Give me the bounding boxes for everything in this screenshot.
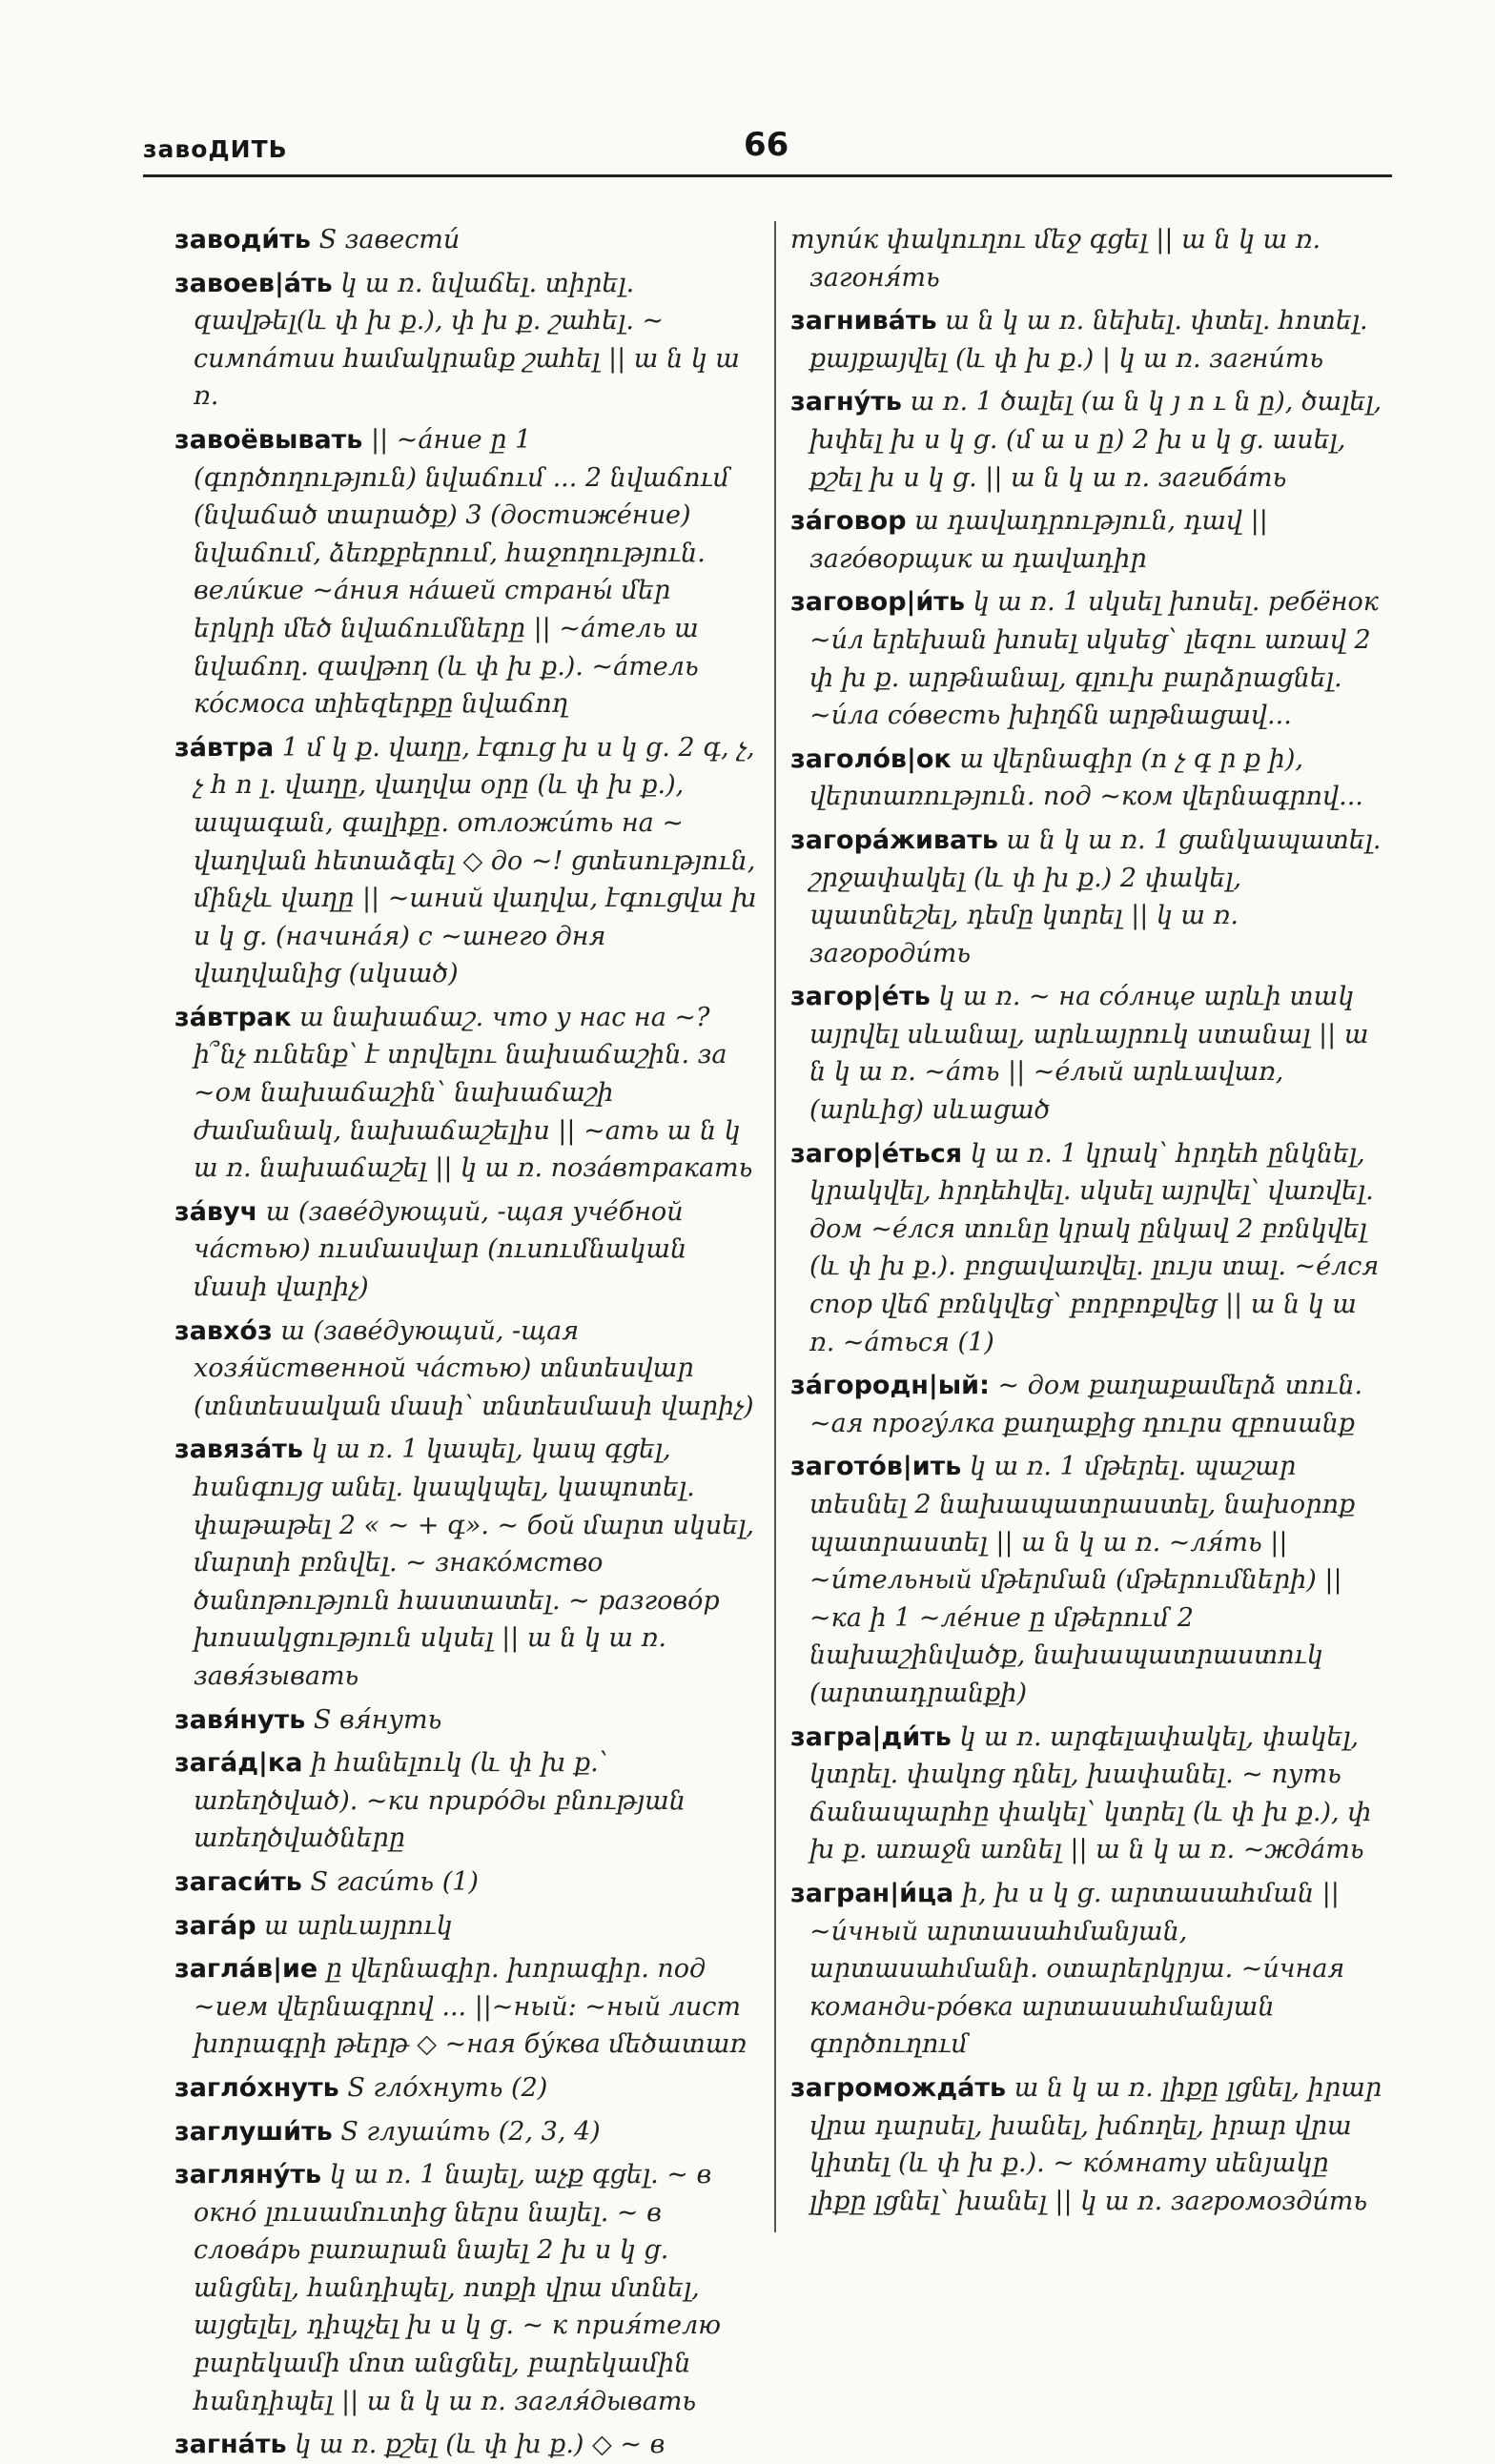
- dictionary-entry: [790, 1875, 1387, 2064]
- entry-definition: ի հանելուկ (և փ խ ք.՝ առեղծված). ~ки приро́ды բնության առեղծվածները: [194, 1748, 686, 1854]
- dictionary-entry: [790, 2069, 1387, 2220]
- dictionary-entry: [790, 1367, 1387, 1442]
- header-rule: [143, 174, 1392, 177]
- entry-headword: за́втрак: [174, 1002, 292, 1032]
- dictionary-entry: [174, 2426, 758, 2464]
- entry-definition: ա դավադրություն, դավ || заго́ворщик ա դավադիր: [809, 506, 1268, 574]
- dictionary-entry: [790, 822, 1387, 972]
- entry-definition: ա արևայրուկ: [264, 1910, 453, 1941]
- dictionary-entry: [790, 221, 1387, 296]
- dictionary-entry: [174, 999, 758, 1188]
- running-head-word: завоДИТЬ: [143, 135, 288, 163]
- dictionary-entry: [174, 2113, 758, 2151]
- entry-definition: || ~а́ние ը 1 (գործողություն) նվաճում ... 2 նվաճում (նվաճած տարածք) 3 (достиже́ние) նվաճում, ձեռքբերում, հաջողություն. вели́кие ~а́ния на́шей страны́ մեր երկրի մեծ նվաճումները || ~а́тель ա նվաճող. զավթող (և փ խ ք.). ~а́тель ко́смоса տիեզերքը նվաճող: [194, 424, 730, 720]
- entry-definition: ը վերնագիր. խորագիր. под ~ием վերնագրով ... ||~ный: ~ный лист խորագրի թերթ ◇ ~ная бу́ква մեծատառ: [194, 1954, 748, 2060]
- entry-headword: загото́в|ить: [790, 1452, 962, 1482]
- right-column: [790, 221, 1387, 2242]
- entry-headword: завя́нуть: [174, 1704, 306, 1735]
- entry-headword: загнива́ть: [790, 306, 937, 336]
- entry-definition: тупи́к փակուղու մեջ գցել || ա ն կ ա ռ. загоня́ть: [790, 225, 1321, 293]
- dictionary-entry: [174, 1701, 758, 1740]
- entry-headword: за́городн|ый:: [790, 1371, 990, 1401]
- dictionary-entry: [790, 1448, 1387, 1712]
- dictionary-entry: [790, 502, 1387, 578]
- entry-definition: ի, խ ս կ ց. արտասահման || ~и́чный արտասահմանյան, արտասահմանի. օտարերկրյա. ~и́чная команди-ро́вка արտասահմանյան գործուղում: [809, 1878, 1345, 2060]
- entry-headword: загаси́ть: [174, 1866, 302, 1897]
- dictionary-entry: [174, 729, 758, 993]
- entry-headword: загроможда́ть: [790, 2072, 1007, 2103]
- entry-definition: կ ա ռ. նվաճել. տիրել. զավթել(և փ խ ք.), փ խ ք. շահել. ~ симпа́тии համակրանք շահել || ա ն կ ա ռ.: [194, 268, 740, 412]
- entry-definition: S вя́нуть: [313, 1704, 442, 1735]
- dictionary-entry: [790, 741, 1387, 816]
- entry-definition: ա ն կ ա ռ. 1 ցանկապատել. շրջափակել (և փ խ ք.) 2 փակել, պատնեշել, դեմը կտրել || կ ա ռ. загороди́ть: [809, 825, 1382, 968]
- entry-definition: ա (заве́дующий, -щая уче́бной ча́стью) ուսմասվար (ուսումնական մասի վարիչ): [194, 1196, 687, 1303]
- entry-definition: կ ա ռ. 1 սկսել խոսել. ребёнок ~и́л երեխան խոսել սկսեց՝ լեզու առավ 2 փ խ ք. արթնանալ, գլուխ բարձրացնել. ~и́ла со́весть խիղճն արթնացավ...: [809, 587, 1379, 731]
- entry-definition: S глуши́ть (2, 3, 4): [340, 2116, 601, 2147]
- entry-headword: завхо́з: [174, 1315, 273, 1346]
- entry-definition: S завести́: [318, 225, 461, 255]
- entry-headword: за́говор: [790, 506, 907, 537]
- entry-headword: загла́в|ие: [174, 1954, 318, 1985]
- entry-headword: загран|и́ца: [790, 1878, 954, 1908]
- dictionary-entry: [790, 978, 1387, 1129]
- entry-headword: загор|е́ться: [790, 1138, 963, 1169]
- entry-definition: կ ա ռ. 1 նայել, աչք գցել. ~ в окно́ լուսամուտից ներս նայել. ~ в слова́рь բառարան նայել 2 խ ս կ ց. անցնել, հանդիպել, ոտքի վրա մտնել, այցելել, դիպչել խ ս կ ց. ~ к прия́телю բարեկամի մոտ անցնել, բարեկամին հանդիպել || ա ն կ ա ռ. загля́дывать: [194, 2160, 722, 2416]
- entry-headword: загор|е́ть: [790, 982, 931, 1012]
- dictionary-entry: [790, 1719, 1387, 1869]
- entry-headword: завяза́ть: [174, 1435, 303, 1465]
- dictionary-entry: [790, 302, 1387, 377]
- entry-headword: за́втра: [174, 732, 275, 763]
- entry-definition: կ ա ռ. ~ на со́лнце արևի տակ այրվել սևանալ, արևայրուկ ստանալ || ա ն կ ա ռ. ~а́ть || ~е́лый արևավառ, (արևից) սևացած: [809, 982, 1369, 1126]
- column-divider: [774, 221, 776, 2232]
- entry-headword: загора́живать: [790, 825, 998, 855]
- entry-definition: կ ա ռ. 1 կապել, կապ գցել, հանգույց անել. կապկպել, կապոտել. փաթաթել 2 « ~ + գ». ~ бой մարտ սկսել, մարտի բռնվել. ~ знако́мство ծանոթություն հաստատել. ~ разгово́р խոսակցություն սկսել || ա ն կ ա ռ. завя́зывать: [194, 1435, 755, 1691]
- entry-definition: S гло́хнуть (2): [347, 2072, 548, 2103]
- entry-definition: կ ա ռ. արգելափակել, փակել, կտրել. փակոց դնել, խափանել. ~ путь ճանապարհը փակել՝ կտրել (և փ խ ք.), փ խ ք. առաջն առնել || ա ն կ ա ռ. ~жда́ть: [809, 1721, 1372, 1865]
- entry-headword: загна́ть: [174, 2430, 287, 2460]
- dictionary-entry: [174, 1950, 758, 2064]
- entry-headword: завоев|а́ть: [174, 268, 333, 298]
- dictionary-entry: [174, 1744, 758, 1858]
- dictionary-entry: [174, 421, 758, 723]
- entry-headword: заводи́ть: [174, 225, 311, 255]
- entry-definition: ա վերնագիր (ո չ գ ր ք ի), վերտառություն. под ~ком վերնագրով...: [809, 743, 1363, 812]
- entry-definition: կ ա ռ. 1 կրակ՝ հրդեհ ընկնել, կրակվել, հրդեհվել. սկսել այրվել՝ վառվել. дом ~е́лся տունը կրակ ընկավ 2 բռնկվել (և փ խ ք.). բոցավառվել. լույս տալ. ~е́лся спор վեճ բռնկվեց՝ բորբոքվեց || ա ն կ ա ռ. ~а́ться (1): [809, 1138, 1380, 1357]
- entry-definition: S гаси́ть (1): [310, 1866, 479, 1897]
- entry-headword: зага́д|ка: [174, 1748, 303, 1779]
- entry-headword: заголо́в|ок: [790, 743, 952, 774]
- entry-definition: 1 մ կ ք. վաղը, էգուց խ ս կ ց. 2 գ, չ, չ հ ո լ. վաղը, վաղվա օրը (և փ խ ք.), ապագան, գալիքը. отложи́ть на ~ վաղվան հետաձգել ◇ до ~! ցտեսություն, մինչև վաղը || ~шний վաղվա, էգուցվա խ ս կ ց. (начина́я) с ~шнего дня վաղվանից (սկսած): [194, 732, 757, 989]
- dictionary-entry: [790, 583, 1387, 734]
- page-header: [143, 126, 1392, 172]
- entry-definition: ա ն կ ա ռ. լիքը լցնել, իրար վրա դարսել, խանել, խճողել, իրար վրա կիտել (և փ խ ք.). ~ ко́мнату սենյակը լիքը լցնել՝ խանել || կ ա ռ. загромозди́ть: [809, 2072, 1382, 2216]
- entry-headword: загну́ть: [790, 387, 902, 417]
- dictionary-entry: [174, 1907, 758, 1945]
- entry-definition: ա ն կ ա ռ. նեխել. փտել. հոտել. քայքայվել (և փ խ ք.) | կ ա ռ. загни́ть: [809, 306, 1368, 374]
- entry-definition: ա նախաճաշ. что у нас на ~? ի՞նչ ունենք՝ է տրվելու նախաճաշին. за ~ом նախաճաշին՝ նախաճաշի ժամանակ, նախաճաշելիս || ~ать ա ն կ ա ռ. նախաճաշել || կ ա ռ. поза́втракать: [194, 1002, 753, 1184]
- dictionary-entry: [174, 1863, 758, 1902]
- entry-headword: загляну́ть: [174, 2160, 322, 2190]
- entry-headword: заговор|и́ть: [790, 587, 966, 618]
- dictionary-entry: [174, 2069, 758, 2108]
- entry-definition: ~ дом քաղաքամերձ տուն. ~ая прогу́лка քաղաքից դուրս զբոսանք: [809, 1371, 1363, 1438]
- left-column: [174, 221, 758, 2460]
- dictionary-entry: [174, 265, 758, 416]
- dictionary-entry: [174, 221, 758, 259]
- entry-headword: завоёвывать: [174, 424, 363, 455]
- dictionary-entry: [790, 1135, 1387, 1362]
- entry-definition: կ ա ռ. քշել (և փ խ ք.) ◇ ~ в: [295, 2430, 666, 2460]
- entry-definition: ա (заве́дующий, -щая хозя́йственной ча́стью) տնտեսվար (տնտեսական մասի՝ տնտեսմասի վարիչ): [194, 1315, 754, 1421]
- dictionary-entry: [790, 383, 1387, 497]
- entry-headword: загра|ди́ть: [790, 1721, 952, 1752]
- entry-headword: за́вуч: [174, 1196, 258, 1227]
- dictionary-entry: [174, 1431, 758, 1695]
- entry-headword: заглуши́ть: [174, 2116, 333, 2147]
- entry-definition: ա ռ. 1 ծալել (ա ն կ յ ո ւ ն ը), ծալել, խփել խ ս կ ց. (մ ա ս ը) 2 խ ս կ ց. ասել, քշել խ ս կ ց. || ա ն կ ա ռ. загиба́ть: [809, 387, 1382, 493]
- dictionary-entry: [174, 2156, 758, 2420]
- entry-definition: կ ա ռ. 1 մթերել. պաշար տեսնել 2 նախապատրաստել, նախօրոք պատրաստել || ա ն կ ա ռ. ~ля́ть || ~и́тельный մթերման (մթերումների) || ~ка ի 1 ~ле́ние ը մթերում 2 նախաշինվածք, նախապատրաստուկ (արտադրանքի): [809, 1452, 1356, 1708]
- dictionary-entry: [174, 1313, 758, 1426]
- entry-headword: загло́хнуть: [174, 2072, 339, 2103]
- dictionary-entry: [174, 1193, 758, 1307]
- entry-headword: зага́р: [174, 1910, 256, 1941]
- page-number: 66: [744, 126, 789, 164]
